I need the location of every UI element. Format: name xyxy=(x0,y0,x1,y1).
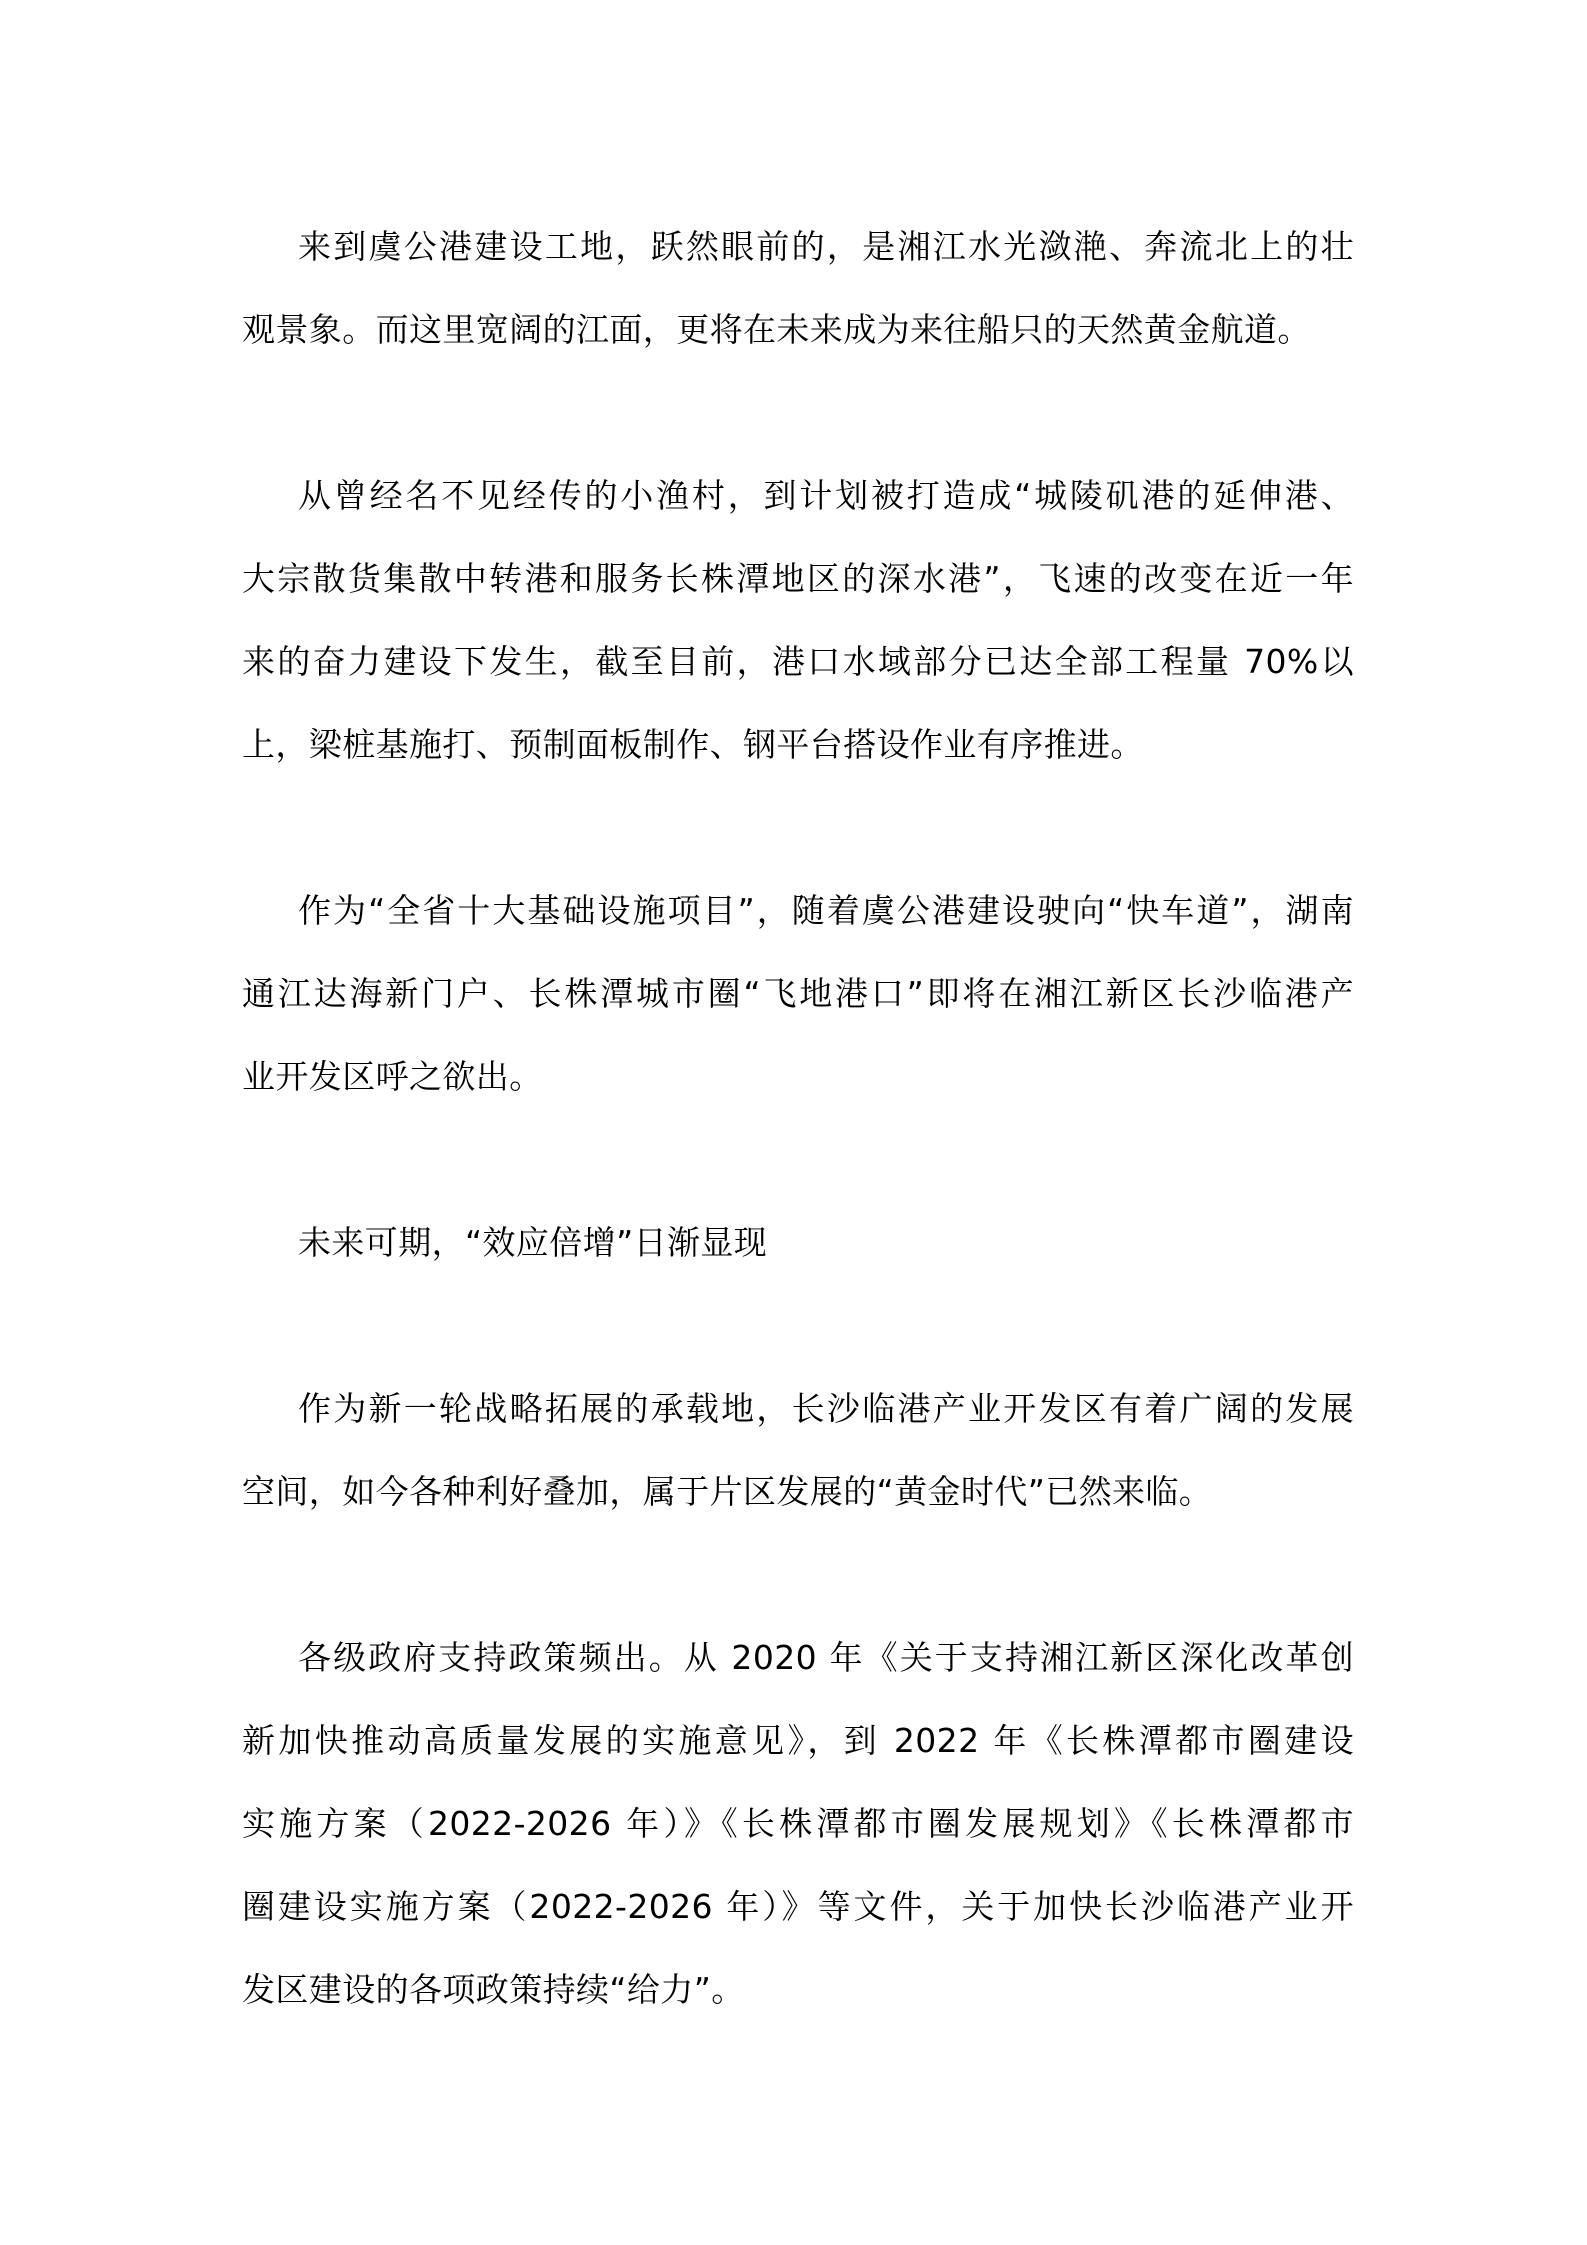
paragraph-line: 实施方案（2022-2026 年）》《长株潭都市圈发展规划》《长株潭都市 xyxy=(242,1804,1354,1843)
paragraph-line: 大宗散货集散中转港和服务长株潭地区的深水港”，飞速的改变在近一年 xyxy=(242,559,1354,598)
paragraph-line: 作为新一轮战略拓展的承载地，长沙临港产业开发区有着广阔的发展 xyxy=(298,1389,1354,1428)
paragraph-line: 观景象。而这里宽阔的江面，更将在未来成为来往船只的天然黄金航道。 xyxy=(242,310,1311,349)
paragraph-2 xyxy=(242,454,1354,786)
section-heading-text: 未来可期，“效应倍增”日渐显现 xyxy=(298,1223,768,1262)
paragraph-line: 圈建设实施方案（2022-2026 年）》等文件，关于加快长沙临港产业开 xyxy=(242,1887,1354,1926)
paragraph-5 xyxy=(242,1616,1354,2031)
document-page xyxy=(242,205,1354,2114)
paragraph-line: 各级政府支持政策频出。从 2020 年《关于支持湘江新区深化改革创 xyxy=(298,1638,1354,1677)
paragraph-4 xyxy=(242,1367,1354,1533)
paragraph-line: 新加快推动高质量发展的实施意见》，到 2022 年《长株潭都市圈建设 xyxy=(242,1721,1354,1760)
paragraph-line: 来的奋力建设下发生，截至目前，港口水域部分已达全部工程量 70%以 xyxy=(242,642,1354,681)
paragraph-line: 上，梁桩基施打、预制面板制作、钢平台搭设作业有序推进。 xyxy=(242,725,1144,764)
paragraph-3 xyxy=(242,869,1354,1118)
paragraph-line: 从曾经名不见经传的小渔村，到计划被打造成“城陵矶港的延伸港、 xyxy=(298,476,1354,515)
paragraph-line: 发区建设的各项政策持续“给力”。 xyxy=(242,1970,745,2009)
section-heading xyxy=(242,1201,1354,1284)
paragraph-line: 通江达海新门户、长株潭城市圈“飞地港口”即将在湘江新区长沙临港产 xyxy=(242,974,1354,1013)
paragraph-line: 来到虞公港建设工地，跃然眼前的，是湘江水光潋滟、奔流北上的壮 xyxy=(298,227,1354,266)
paragraph-line: 作为“全省十大基础设施项目”，随着虞公港建设驶向“快车道”，湖南 xyxy=(298,891,1354,930)
paragraph-line: 空间，如今各种利好叠加，属于片区发展的“黄金时代”已然来临。 xyxy=(242,1472,1213,1511)
paragraph-line: 业开发区呼之欲出。 xyxy=(242,1057,543,1096)
paragraph-1 xyxy=(242,205,1354,371)
